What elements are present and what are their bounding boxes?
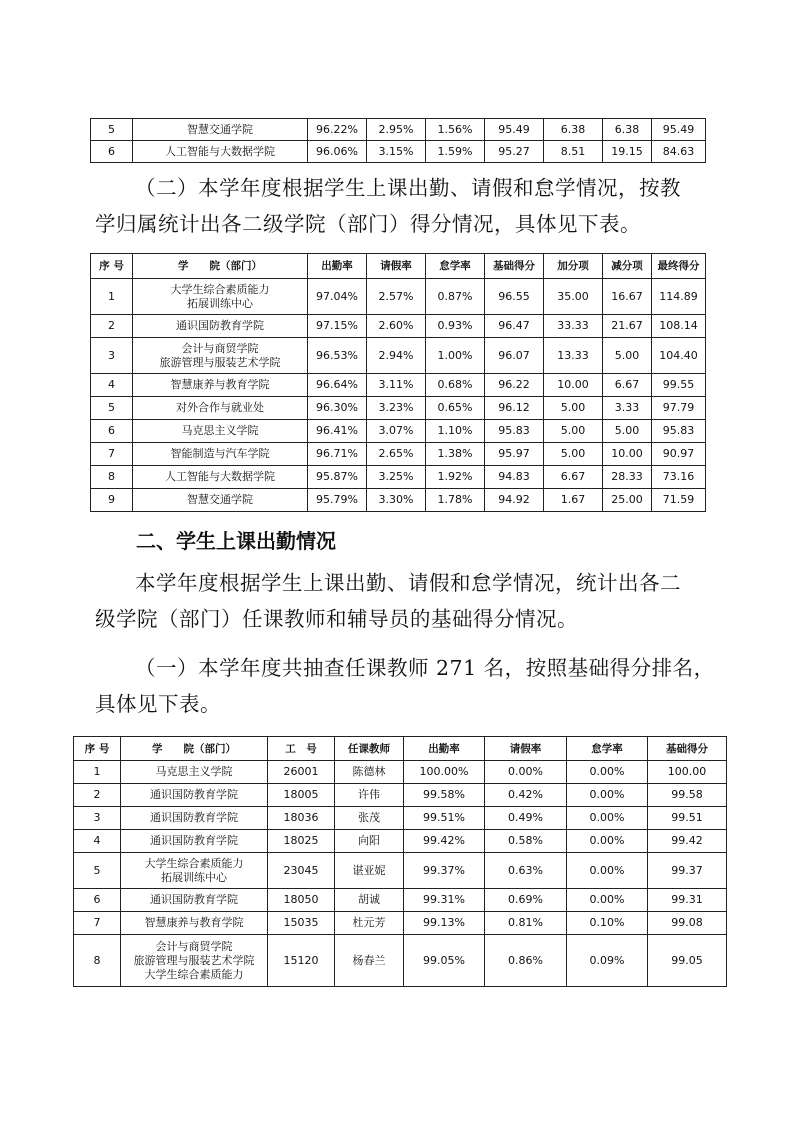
table-cell: 5 (91, 397, 133, 420)
table-cell: 1.38% (426, 443, 485, 466)
table-row (91, 374, 706, 397)
paragraph-teacher-sample (95, 650, 735, 722)
paragraph-line: 本学年度根据学生上课出勤、请假和怠学情况，统计出各二 (135, 571, 681, 595)
table-cell: 96.41% (308, 420, 367, 443)
table-cell: 104.40 (652, 338, 706, 374)
table-cell: 10.00 (603, 443, 652, 466)
table-row (91, 338, 706, 374)
table-cell: 18025 (268, 830, 335, 853)
table-row (74, 912, 727, 935)
column-header: 序 号 (91, 254, 133, 279)
table-cell: 9 (91, 489, 133, 512)
table-cell: 99.37% (404, 853, 485, 889)
table-cell: 99.08 (648, 912, 727, 935)
table-cell: 6.38 (603, 119, 652, 141)
table-row (91, 443, 706, 466)
table-cell: 1.78% (426, 489, 485, 512)
table-cell: 97.04% (308, 279, 367, 315)
table-row (91, 397, 706, 420)
table-row (74, 853, 727, 889)
column-header: 怠学率 (567, 737, 648, 761)
table-cell: 15120 (268, 935, 335, 987)
table-cell: 99.37 (648, 853, 727, 889)
table-cell: 1.56% (426, 119, 485, 141)
table-cell: 19.15 (603, 141, 652, 163)
table-cell: 0.86% (485, 935, 567, 987)
table-row (74, 830, 727, 853)
table-cell: 95.49 (485, 119, 544, 141)
table-top (90, 118, 706, 163)
table-cell: 1.59% (426, 141, 485, 163)
table-cell: 3.15% (367, 141, 426, 163)
table-cell: 智能制造与汽车学院 (133, 443, 308, 466)
table-cell: 96.47 (485, 315, 544, 338)
table-cell: 95.97 (485, 443, 544, 466)
table-department-scores (90, 253, 706, 512)
table-cell: 99.51 (648, 807, 727, 830)
table-cell: 96.22 (485, 374, 544, 397)
table-cell: 向阳 (335, 830, 404, 853)
table-row (74, 935, 727, 987)
paragraph-line: 具体见下表。 (95, 692, 221, 716)
table-cell: 94.83 (485, 466, 544, 489)
table-cell: 95.87% (308, 466, 367, 489)
table-cell: 0.42% (485, 784, 567, 807)
table-cell: 通识国防教育学院 (121, 784, 268, 807)
column-header: 怠学率 (426, 254, 485, 279)
table-cell: 1.92% (426, 466, 485, 489)
table-cell: 114.89 (652, 279, 706, 315)
table-cell: 1.67 (544, 489, 603, 512)
table-cell: 0.00% (567, 853, 648, 889)
table-cell: 6.38 (544, 119, 603, 141)
table-cell: 2 (74, 784, 121, 807)
table-cell: 3.11% (367, 374, 426, 397)
table-row (74, 761, 727, 784)
table-row (74, 889, 727, 912)
column-header: 学 院（部门） (121, 737, 268, 761)
table-row (91, 279, 706, 315)
table-cell: 18036 (268, 807, 335, 830)
column-header: 工 号 (268, 737, 335, 761)
table-cell: 人工智能与大数据学院 (133, 466, 308, 489)
table-cell: 0.00% (567, 830, 648, 853)
table-cell: 5 (74, 853, 121, 889)
table-cell: 95.83 (652, 420, 706, 443)
table-cell: 0.00% (567, 761, 648, 784)
table-cell: 会计与商贸学院 旅游管理与服装艺术学院 大学生综合素质能力 (121, 935, 268, 987)
table-cell: 杜元芳 (335, 912, 404, 935)
table-cell: 智慧交通学院 (133, 489, 308, 512)
table-cell: 陈德林 (335, 761, 404, 784)
table-cell: 71.59 (652, 489, 706, 512)
table-cell: 0.58% (485, 830, 567, 853)
table-cell: 73.16 (652, 466, 706, 489)
table-cell: 96.07 (485, 338, 544, 374)
table-cell: 胡诚 (335, 889, 404, 912)
table-cell: 95.27 (485, 141, 544, 163)
table-cell: 0.68% (426, 374, 485, 397)
table-cell: 智慧交通学院 (133, 119, 308, 141)
table-cell: 97.79 (652, 397, 706, 420)
table-row (91, 420, 706, 443)
table-cell: 0.93% (426, 315, 485, 338)
table-row (91, 489, 706, 512)
table-cell: 5.00 (544, 443, 603, 466)
table-cell: 28.33 (603, 466, 652, 489)
table-cell: 0.69% (485, 889, 567, 912)
table-row (91, 119, 706, 141)
column-header: 任课教师 (335, 737, 404, 761)
paragraph-line: 学归属统计出各二级学院（部门）得分情况，具体见下表。 (95, 212, 641, 236)
table-cell: 3 (91, 338, 133, 374)
table-cell: 3.33 (603, 397, 652, 420)
table-cell: 7 (74, 912, 121, 935)
table-cell: 5.00 (603, 420, 652, 443)
table-cell: 智慧康养与教育学院 (121, 912, 268, 935)
table-cell: 8 (74, 935, 121, 987)
table-row (74, 784, 727, 807)
table-cell: 99.55 (652, 374, 706, 397)
table-cell: 5.00 (544, 420, 603, 443)
table-cell: 108.14 (652, 315, 706, 338)
table-cell: 谌亚妮 (335, 853, 404, 889)
table-cell: 0.81% (485, 912, 567, 935)
table-row (91, 141, 706, 163)
table-cell: 97.15% (308, 315, 367, 338)
paragraph-attendance-intro (95, 565, 735, 637)
table-row (91, 466, 706, 489)
table-cell: 通识国防教育学院 (133, 315, 308, 338)
table-cell: 95.83 (485, 420, 544, 443)
table-cell: 马克思主义学院 (133, 420, 308, 443)
table-cell: 通识国防教育学院 (121, 830, 268, 853)
table-cell: 3 (74, 807, 121, 830)
table-cell: 96.30% (308, 397, 367, 420)
table-cell: 对外合作与就业处 (133, 397, 308, 420)
table-cell: 96.12 (485, 397, 544, 420)
table-cell: 3.23% (367, 397, 426, 420)
table-cell: 99.31% (404, 889, 485, 912)
table-cell: 96.55 (485, 279, 544, 315)
table-cell: 3.30% (367, 489, 426, 512)
column-header: 基础得分 (485, 254, 544, 279)
table-cell: 84.63 (652, 141, 706, 163)
table-cell: 6.67 (544, 466, 603, 489)
table-cell: 2.95% (367, 119, 426, 141)
table-cell: 99.51% (404, 807, 485, 830)
paragraph-line: （一）本学年度共抽查任课教师 271 名，按照基础得分排名， (135, 656, 715, 680)
column-header: 请假率 (485, 737, 567, 761)
table-cell: 16.67 (603, 279, 652, 315)
table-cell: 0.00% (567, 807, 648, 830)
column-header: 减分项 (603, 254, 652, 279)
table-cell: 5.00 (544, 397, 603, 420)
table-cell: 6 (91, 420, 133, 443)
table-cell: 18005 (268, 784, 335, 807)
table-cell: 96.71% (308, 443, 367, 466)
table-cell: 1 (74, 761, 121, 784)
table-cell: 99.05 (648, 935, 727, 987)
table-cell: 0.63% (485, 853, 567, 889)
table-cell: 7 (91, 443, 133, 466)
table-cell: 90.97 (652, 443, 706, 466)
table-cell: 马克思主义学院 (121, 761, 268, 784)
paragraph-line: 级学院（部门）任课教师和辅导员的基础得分情况。 (95, 607, 578, 631)
table-cell: 4 (91, 374, 133, 397)
table-cell: 99.31 (648, 889, 727, 912)
table-cell: 0.00% (567, 784, 648, 807)
column-header: 最终得分 (652, 254, 706, 279)
column-header: 请假率 (367, 254, 426, 279)
table-cell: 2.60% (367, 315, 426, 338)
table-cell: 6 (74, 889, 121, 912)
table-cell: 99.58 (648, 784, 727, 807)
column-header: 序 号 (74, 737, 121, 761)
table-cell: 3.25% (367, 466, 426, 489)
table-cell: 18050 (268, 889, 335, 912)
table-cell: 94.92 (485, 489, 544, 512)
table-cell: 杨春兰 (335, 935, 404, 987)
table-cell: 0.10% (567, 912, 648, 935)
table-cell: 95.79% (308, 489, 367, 512)
table-cell: 5.00 (603, 338, 652, 374)
table-cell: 3.07% (367, 420, 426, 443)
table-cell: 2.57% (367, 279, 426, 315)
table-cell: 0.09% (567, 935, 648, 987)
table-cell: 通识国防教育学院 (121, 807, 268, 830)
table-cell: 5 (91, 119, 133, 141)
table-cell: 25.00 (603, 489, 652, 512)
column-header: 学 院（部门） (133, 254, 308, 279)
table-cell: 8.51 (544, 141, 603, 163)
table-cell: 通识国防教育学院 (121, 889, 268, 912)
table-cell: 2.65% (367, 443, 426, 466)
table-cell: 99.58% (404, 784, 485, 807)
table-cell: 大学生综合素质能力 拓展训练中心 (121, 853, 268, 889)
table-cell: 99.05% (404, 935, 485, 987)
table-cell: 95.49 (652, 119, 706, 141)
table-cell: 0.87% (426, 279, 485, 315)
table-cell: 2 (91, 315, 133, 338)
paragraph-ranking-intro (95, 170, 735, 242)
column-header: 加分项 (544, 254, 603, 279)
table-cell: 21.67 (603, 315, 652, 338)
table-cell: 33.33 (544, 315, 603, 338)
table-cell: 0.49% (485, 807, 567, 830)
table-cell: 1.00% (426, 338, 485, 374)
table-cell: 96.22% (308, 119, 367, 141)
column-header: 出勤率 (404, 737, 485, 761)
paragraph-line: （二）本学年度根据学生上课出勤、请假和怠学情况，按教 (135, 176, 681, 200)
table-cell: 0.00% (567, 889, 648, 912)
table-cell: 会计与商贸学院 旅游管理与服装艺术学院 (133, 338, 308, 374)
table-cell: 0.00% (485, 761, 567, 784)
table-cell: 23045 (268, 853, 335, 889)
table-cell: 100.00 (648, 761, 727, 784)
table-cell: 6 (91, 141, 133, 163)
table-cell: 96.64% (308, 374, 367, 397)
table-cell: 0.65% (426, 397, 485, 420)
column-header: 出勤率 (308, 254, 367, 279)
table-teacher-ranking (73, 736, 727, 987)
table-cell: 人工智能与大数据学院 (133, 141, 308, 163)
table-cell: 99.42% (404, 830, 485, 853)
table-cell: 1 (91, 279, 133, 315)
table-row (91, 315, 706, 338)
table-cell: 99.42 (648, 830, 727, 853)
table-row (74, 807, 727, 830)
table-cell: 张茂 (335, 807, 404, 830)
table-cell: 许伟 (335, 784, 404, 807)
table-cell: 8 (91, 466, 133, 489)
table-cell: 96.53% (308, 338, 367, 374)
table-cell: 13.33 (544, 338, 603, 374)
table-cell: 100.00% (404, 761, 485, 784)
table-cell: 10.00 (544, 374, 603, 397)
table-cell: 4 (74, 830, 121, 853)
table-cell: 99.13% (404, 912, 485, 935)
column-header: 基础得分 (648, 737, 727, 761)
table-cell: 2.94% (367, 338, 426, 374)
table-cell: 35.00 (544, 279, 603, 315)
table-cell: 大学生综合素质能力 拓展训练中心 (133, 279, 308, 315)
section-heading: 二、学生上课出勤情况 (136, 529, 336, 553)
table-cell: 1.10% (426, 420, 485, 443)
table-cell: 智慧康养与教育学院 (133, 374, 308, 397)
table-cell: 26001 (268, 761, 335, 784)
table-cell: 15035 (268, 912, 335, 935)
table-cell: 6.67 (603, 374, 652, 397)
table-cell: 96.06% (308, 141, 367, 163)
